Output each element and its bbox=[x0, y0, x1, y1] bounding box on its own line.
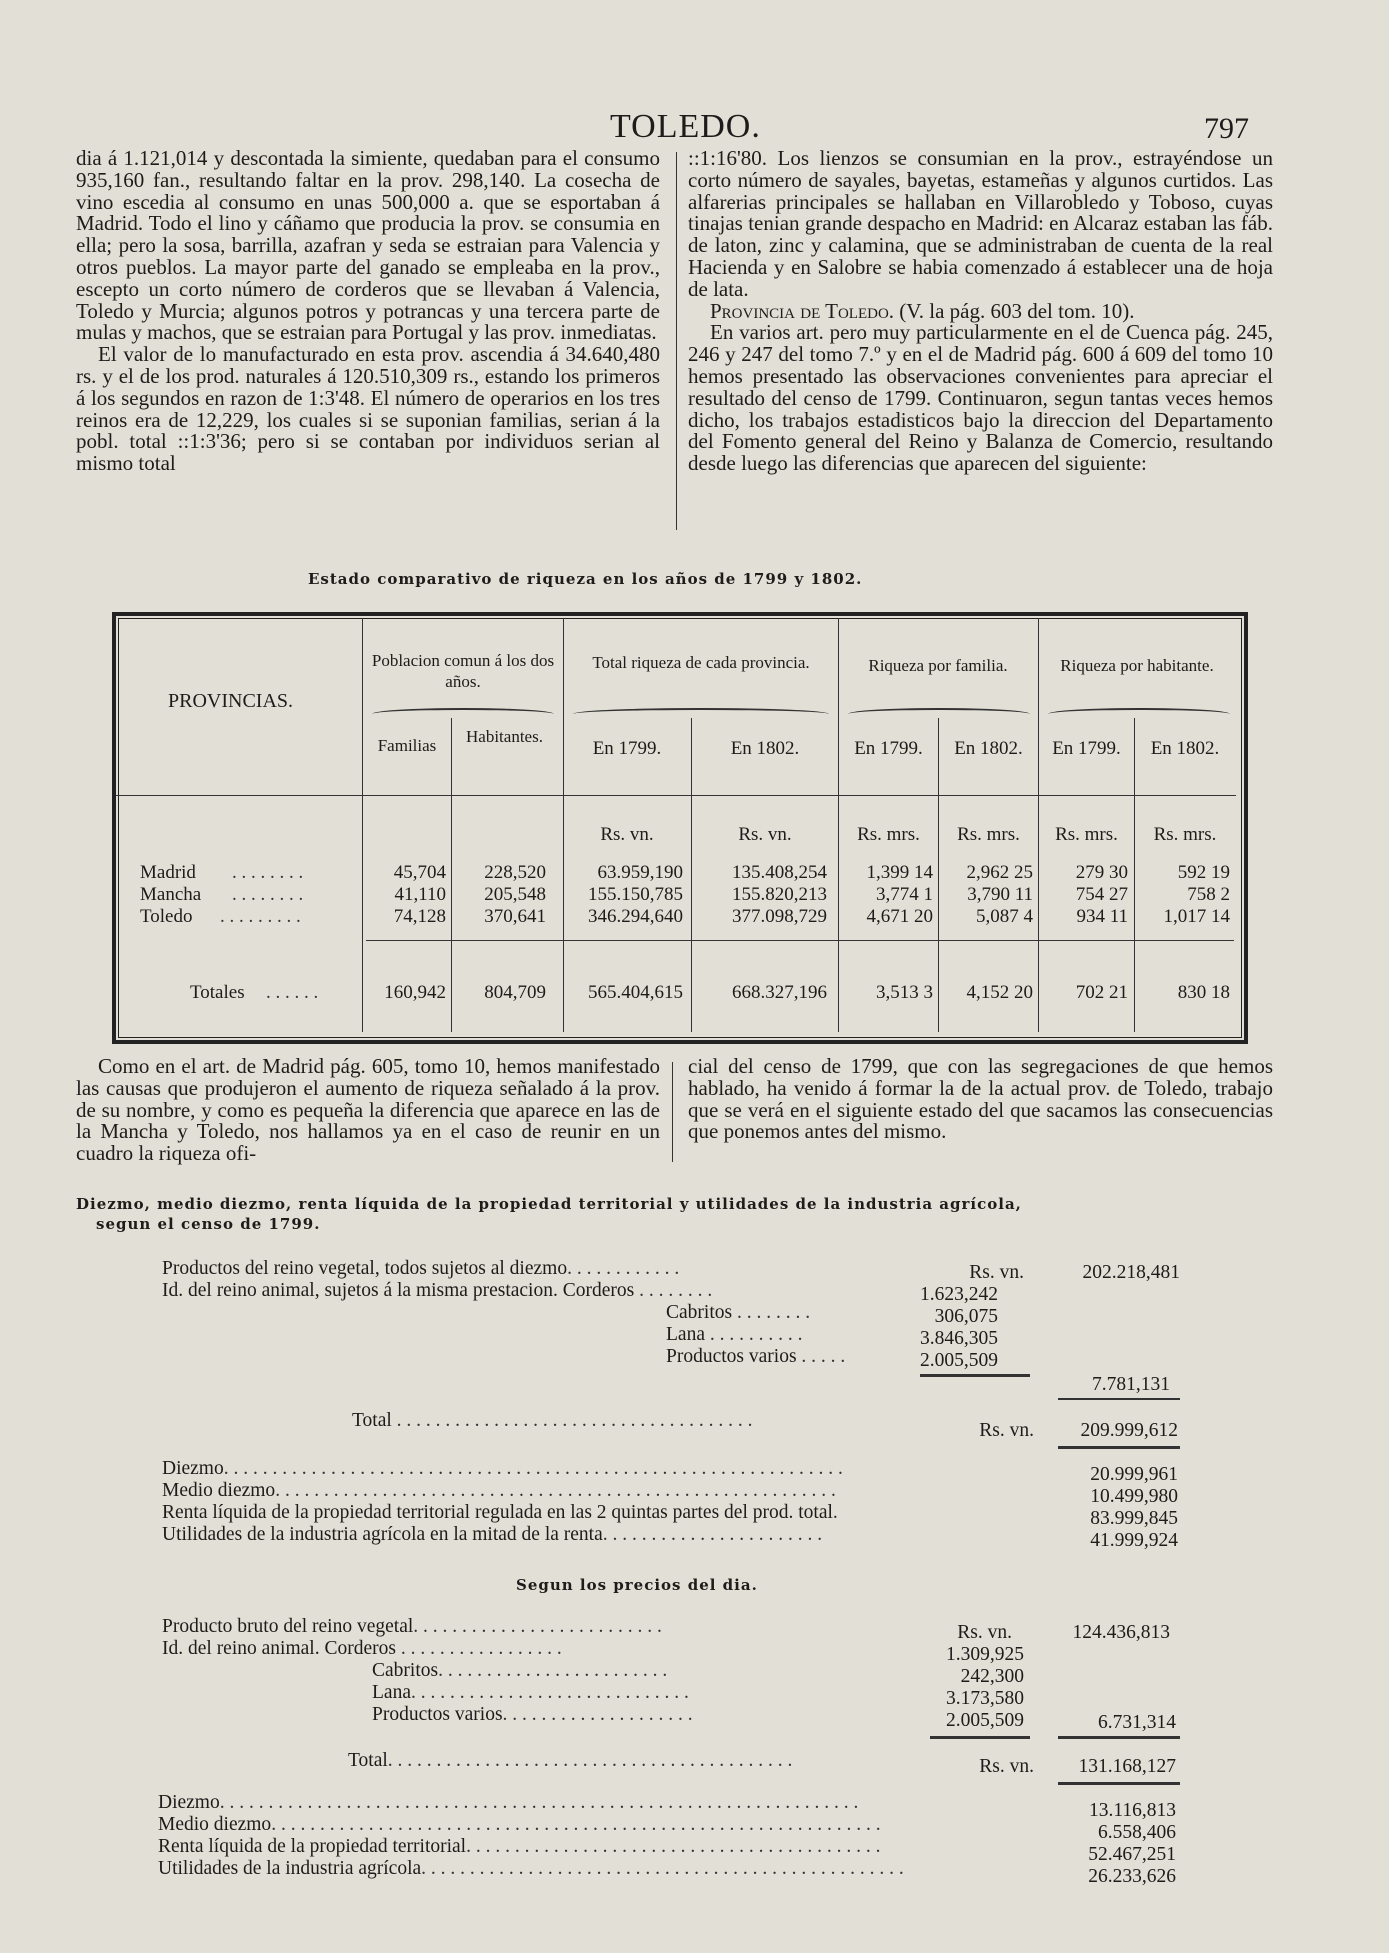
header-total-riqueza: Total riqueza de cada provincia. bbox=[592, 653, 810, 672]
section-reference: (V. la pág. 603 del tom. 10). bbox=[899, 298, 1135, 323]
ledger-label: Producto bruto del reino vegetal bbox=[162, 1616, 414, 1637]
table-vline bbox=[451, 718, 452, 1032]
header-provincias: PROVINCIAS. bbox=[168, 690, 294, 712]
ledger-line: Diezmo. . . . . . . . . . . . . . . . . . . . . . . . . . . . . . . . . . . . . . . . . . . . . . . . . . . . . . . . . . . . . . . . bbox=[162, 1458, 843, 1479]
cell-familia-1802: 5,087 4 bbox=[976, 906, 1033, 927]
cell-total-1802: 377.098,729 bbox=[732, 906, 827, 927]
ledger-value: 202.218,481 bbox=[1082, 1262, 1180, 1283]
ledger-line: Producto bruto del reino vegetal. . . . . . . . . . . . . . . . . . . . . . . . . . bbox=[162, 1616, 662, 1637]
diezmo-caption-line1: Diezmo, medio diezmo, renta líquida de la propiedad territorial y utilidades de la industria agrícola, bbox=[76, 1195, 1022, 1213]
ledger-label: Diezmo bbox=[162, 1458, 224, 1479]
unit-familia-1802: Rs. mrs. bbox=[957, 824, 1020, 845]
intro-right-column bbox=[688, 148, 1273, 475]
cell-familias: 74,128 bbox=[393, 906, 446, 927]
unit-total-1799: Rs. vn. bbox=[600, 824, 654, 845]
cell-habitantes: 804,709 bbox=[484, 982, 546, 1003]
cell-familia-1802: 4,152 20 bbox=[966, 982, 1033, 1003]
ledger-value: 2.005,509 bbox=[920, 1350, 998, 1371]
ledger-value: 6.558,406 bbox=[1098, 1822, 1176, 1843]
ledger-label: Lana bbox=[372, 1682, 411, 1703]
ledger-value: 26.233,626 bbox=[1088, 1866, 1176, 1887]
header-familias: Familias bbox=[377, 736, 437, 755]
page-title: TOLEDO. bbox=[610, 108, 761, 145]
intro-right-para-1: ::1:16'80. Los lienzos se consumian en la prov., estrayéndose un corto número de sayales, bayetas, estameñas y algunos curtidos. Las alfarerias principales se hallaban en Villarobledo y Toboso, cuyas tinajas tenian grande despacho en Madrid: en Alcaraz estaban las fáb. de laton, zinc y calamina, que se administraban de cuenta de la real Hacienda y en Salobre se habia comenzado á establecer una de hoja de lata. bbox=[688, 146, 1273, 301]
row-name: Totales bbox=[190, 982, 245, 1003]
ledger-label: Total bbox=[348, 1750, 388, 1771]
row-name: Madrid bbox=[140, 862, 196, 883]
table-vline bbox=[691, 718, 692, 1032]
header-habitante-1799: En 1799. bbox=[1052, 738, 1121, 759]
unit-total-1802: Rs. vn. bbox=[738, 824, 792, 845]
ledger-value: 83.999,845 bbox=[1090, 1508, 1178, 1529]
leader-dots: . . . . . . . . bbox=[232, 862, 304, 883]
ledger-subtotal: 7.781,131 bbox=[1092, 1374, 1170, 1395]
intro-right-para-2 bbox=[688, 298, 1273, 323]
ledger-line: Id. del reino animal, sujetos á la misma prestacion. Corderos . . . . . . . . bbox=[162, 1280, 713, 1301]
ledger-unit: Rs. vn. bbox=[979, 1756, 1034, 1777]
column-divider bbox=[672, 1062, 673, 1162]
ledger-label: Medio diezmo bbox=[158, 1814, 272, 1835]
ledger-line: Renta líquida de la propiedad territorial regulada en las 2 quintas partes del prod. total. bbox=[162, 1502, 838, 1523]
section-heading: Provincia de Toledo. bbox=[710, 298, 895, 323]
ledger-line: Productos varios . . . . . bbox=[666, 1346, 846, 1367]
ledger-line: Diezmo. . . . . . . . . . . . . . . . . . . . . . . . . . . . . . . . . . . . . . . . . . . . . . . . . . . . . . . . . . . . . . . . . . bbox=[158, 1792, 859, 1813]
intro-left-column bbox=[76, 148, 660, 475]
header-riqueza-familia: Riqueza por familia. bbox=[868, 656, 1008, 675]
ledger-label: Utilidades de la industria agrícola bbox=[158, 1858, 422, 1879]
table-caption: Estado comparativo de riqueza en los años de 1799 y 1802. bbox=[308, 570, 863, 588]
intro-left-para-2: El valor de lo manufacturado en esta prov. ascendia á 34.640,480 rs. y el de los prod. naturales á 120.510,309 rs., estando los primeros á los segundos en razon de 1:3'48. El número de operarios en los tres reinos era de 12,229, los cuales si se suponian familias, serian á la pobl. total ::1:3'36; pero si se contaban por individuos serian al mismo total bbox=[76, 342, 660, 476]
table-vline bbox=[1134, 718, 1135, 1032]
ledger-value: 124.436,813 bbox=[1072, 1622, 1170, 1643]
middle-right-column bbox=[688, 1056, 1273, 1143]
cell-total-1799: 565.404,615 bbox=[588, 982, 683, 1003]
header-total-1799: En 1799. bbox=[592, 738, 662, 759]
ledger-line: Total . . . . . . . . . . . . . . . . . . . . . . . . . . . . . . . . . . . . . bbox=[352, 1410, 753, 1431]
cell-familia-1802: 2,962 25 bbox=[966, 862, 1033, 883]
ledger-label: Utilidades de la industria agrícola en la mitad de la renta bbox=[162, 1524, 603, 1545]
ledger-total: 209.999,612 bbox=[1080, 1420, 1178, 1441]
ledger-value: 13.116,813 bbox=[1088, 1800, 1176, 1821]
leader-dots: . . . . . . . . bbox=[232, 884, 304, 905]
group-brace bbox=[573, 708, 829, 720]
ledger-line: Productos del reino vegetal, todos sujetos al diezmo. . . . . . . . . . . . bbox=[162, 1258, 680, 1279]
leader-dots: . . . . . . . . . bbox=[220, 906, 301, 927]
ledger-label: Total bbox=[352, 1410, 392, 1431]
ledger-label: Id. del reino animal, sujetos á la misma prestacion. Corderos bbox=[162, 1280, 635, 1301]
header-familia-1799: En 1799. bbox=[854, 738, 923, 759]
middle-right-para: cial del censo de 1799, que con las segregaciones de que hemos hablado, ha venido á formar la de la actual prov. de Toledo, trabajo que se verá en el siguiente estado del que sacamos las consecuencias que ponemos antes del mismo. bbox=[688, 1054, 1273, 1144]
unit-habitante-1799: Rs. mrs. bbox=[1055, 824, 1118, 845]
ledger-value: 1.623,242 bbox=[920, 1284, 998, 1305]
ledger-value: 3.846,305 bbox=[920, 1328, 998, 1349]
ledger-value: 242,300 bbox=[960, 1666, 1024, 1687]
cell-total-1799: 63.959,190 bbox=[597, 862, 683, 883]
ledger-line: Total. . . . . . . . . . . . . . . . . . . . . . . . . . . . . . . . . . . . . . . . . . bbox=[348, 1750, 793, 1771]
ledger-label: Productos del reino vegetal, todos sujetos al diezmo bbox=[162, 1258, 568, 1279]
ledger-value: 1.309,925 bbox=[946, 1644, 1024, 1665]
table-vline bbox=[1038, 618, 1039, 1032]
sum-rule bbox=[1058, 1398, 1180, 1400]
ledger-unit: Rs. vn. bbox=[969, 1262, 1024, 1283]
cell-total-1799: 155.150,785 bbox=[588, 884, 683, 905]
cell-habitantes: 205,548 bbox=[484, 884, 546, 905]
row-name: Mancha bbox=[140, 884, 202, 905]
leader-dots: . . . . . . bbox=[266, 982, 319, 1003]
cell-habitante-1799: 754 27 bbox=[1075, 884, 1128, 905]
ledger-value: 10.499,980 bbox=[1090, 1486, 1178, 1507]
sum-rule bbox=[920, 1374, 1030, 1377]
cell-familia-1799: 4,671 20 bbox=[866, 906, 933, 927]
unit-familia-1799: Rs. mrs. bbox=[857, 824, 920, 845]
ledger-total: 131.168,127 bbox=[1078, 1756, 1176, 1777]
page-number: 797 bbox=[1204, 112, 1249, 145]
cell-habitante-1802: 830 18 bbox=[1177, 982, 1230, 1003]
page-header bbox=[0, 108, 1389, 148]
cell-habitante-1802: 758 2 bbox=[1187, 884, 1230, 905]
ledger-label: Renta líquida de la propiedad territorial bbox=[158, 1836, 467, 1857]
sum-rule bbox=[1058, 1446, 1180, 1449]
precios-caption: Segun los precios del dia. bbox=[516, 1576, 758, 1594]
ledger-line: Utilidades de la industria agrícola. . . . . . . . . . . . . . . . . . . . . . . . . . . . . . . . . . . . . . . . . . . . . . . . . . bbox=[158, 1858, 904, 1879]
cell-familias: 45,704 bbox=[393, 862, 446, 883]
ledger-line: Medio diezmo. . . . . . . . . . . . . . . . . . . . . . . . . . . . . . . . . . . . . . . . . . . . . . . . . . . . . . . . . . . . . . . bbox=[158, 1814, 881, 1835]
header-riqueza-habitante: Riqueza por habitante. bbox=[1060, 656, 1214, 675]
cell-habitante-1802: 1,017 14 bbox=[1163, 906, 1230, 927]
cell-familia-1799: 1,399 14 bbox=[866, 862, 933, 883]
ledger-line: Cabritos. . . . . . . . . . . . . . . . . . . . . . . . bbox=[372, 1660, 668, 1681]
sum-rule bbox=[1058, 1736, 1180, 1739]
cell-familia-1799: 3,513 3 bbox=[876, 982, 933, 1003]
ledger-subtotal: 6.731,314 bbox=[1098, 1712, 1176, 1733]
cell-total-1802: 135.408,254 bbox=[732, 862, 827, 883]
header-poblacion: Poblacion comun á los dos años. bbox=[371, 651, 555, 691]
ledger-label: Id. del reino animal. Corderos bbox=[162, 1638, 396, 1659]
cell-total-1802: 668.327,196 bbox=[732, 982, 827, 1003]
middle-left-para: Como en el art. de Madrid pág. 605, tomo 10, hemos manifestado las causas que produjeron el aumento de riqueza señalado á la prov. de su nombre, y como es pequeña la diferencia que aparece en las de la Mancha y Toledo, nos hallamos ya en el caso de reunir en un cuadro la riqueza ofi- bbox=[76, 1054, 660, 1166]
ledger-label: Productos varios bbox=[372, 1704, 503, 1725]
cell-familia-1799: 3,774 1 bbox=[876, 884, 933, 905]
header-total-1802: En 1802. bbox=[730, 738, 800, 759]
ledger-label: Medio diezmo bbox=[162, 1480, 276, 1501]
ledger-label: Cabritos bbox=[372, 1660, 439, 1681]
cell-habitante-1802: 592 19 bbox=[1177, 862, 1230, 883]
column-divider bbox=[676, 152, 677, 530]
sum-rule bbox=[930, 1736, 1030, 1739]
ledger-line: Lana. . . . . . . . . . . . . . . . . . . . . . . . . . . . . bbox=[372, 1682, 689, 1703]
ledger-value: 41.999,924 bbox=[1090, 1530, 1178, 1551]
unit-habitante-1802: Rs. mrs. bbox=[1153, 824, 1217, 845]
ledger-unit: Rs. vn. bbox=[979, 1420, 1034, 1441]
header-familia-1802: En 1802. bbox=[954, 738, 1023, 759]
ledger-label: Cabritos bbox=[666, 1302, 733, 1323]
ledger-value: 3.173,580 bbox=[946, 1688, 1024, 1709]
ledger-line: Productos varios. . . . . . . . . . . . . . . . . . . . bbox=[372, 1704, 693, 1725]
cell-familias: 160,942 bbox=[384, 982, 446, 1003]
ledger-label: Renta líquida de la propiedad territorial regulada en las 2 quintas partes del prod. total bbox=[162, 1502, 833, 1523]
table-vline bbox=[938, 718, 939, 1032]
cell-habitantes: 370,641 bbox=[484, 906, 546, 927]
ledger-value: 20.999,961 bbox=[1090, 1464, 1178, 1485]
table-vline bbox=[563, 618, 564, 1032]
ledger-value: 52.467,251 bbox=[1088, 1844, 1176, 1865]
ledger-line: Cabritos . . . . . . . . bbox=[666, 1302, 811, 1323]
header-habitantes: Habitantes. bbox=[466, 727, 543, 746]
cell-habitante-1799: 702 21 bbox=[1075, 982, 1128, 1003]
diezmo-caption-line2: segun el censo de 1799. bbox=[96, 1215, 321, 1233]
sum-rule bbox=[1058, 1782, 1180, 1785]
cell-familia-1802: 3,790 11 bbox=[967, 884, 1033, 905]
group-brace bbox=[1048, 708, 1230, 720]
table-total-rule bbox=[366, 940, 1234, 941]
ledger-label: Lana bbox=[666, 1324, 705, 1345]
group-brace bbox=[848, 708, 1030, 720]
intro-left-para-1: dia á 1.121,014 y descontada la simiente, quedaban para el consumo 935,160 fan., resultando faltar en la prov. 298,140. La cosecha de vino escedia al consumo en unas 500,000 a. que se esportaban á Madrid. Todo el lino y cáñamo que producia la prov. se consumia en ella; pero la sosa, barrilla, azafran y seda se estraian para Valencia y otros pueblos. La mayor parte del ganado se empleaba en la prov., escepto un corto número de corderos que se llevaban á Valencia, Toledo y Murcia; algunos potros y potrancas y una tercera parte de mulas y machos, que se estraian para Portugal y las prov. inmediatas. bbox=[76, 146, 660, 345]
ledger-line: Medio diezmo. . . . . . . . . . . . . . . . . . . . . . . . . . . . . . . . . . . . . . . . . . . . . . . . . . . . . . . . . . bbox=[162, 1480, 836, 1501]
ledger-line: Id. del reino animal. Corderos . . . . . . . . . . . . . . . . . bbox=[162, 1638, 562, 1659]
cell-habitante-1799: 279 30 bbox=[1075, 862, 1128, 883]
cell-total-1802: 155.820,213 bbox=[732, 884, 827, 905]
ledger-line: Lana . . . . . . . . . . bbox=[666, 1324, 803, 1345]
intro-right-para-3: En varios art. pero muy particularmente en el de Cuenca pág. 245, 246 y 247 del tomo 7.º y en el de Madrid pág. 600 á 609 del tomo 10 hemos presentado las observaciones convenientes para apreciar el resultado del censo de 1799. Continuaron, segun tantas veces hemos dicho, los trabajos estadisticos bajo la direccion del Departamento del Fomento general del Reino y Balanza de Comercio, resultando desde luego las diferencias que aparecen del siguiente: bbox=[688, 320, 1273, 476]
ledger-unit: Rs. vn. bbox=[957, 1622, 1012, 1643]
middle-left-column bbox=[76, 1056, 660, 1165]
ledger-label: Productos varios bbox=[666, 1346, 797, 1367]
cell-familias: 41,110 bbox=[394, 884, 446, 905]
table-vline bbox=[838, 618, 839, 1032]
cell-habitantes: 228,520 bbox=[484, 862, 546, 883]
table-header-rule bbox=[116, 795, 1236, 796]
ledger-line: Renta líquida de la propiedad territorial. . . . . . . . . . . . . . . . . . . . . . . . . . . . . . . . . . . . . . . . . . . bbox=[158, 1836, 881, 1857]
ledger-line: Utilidades de la industria agrícola en la mitad de la renta. . . . . . . . . . . . . . . . . . . . . . . bbox=[162, 1524, 823, 1545]
ledger-value: 2.005,509 bbox=[946, 1710, 1024, 1731]
table-vline bbox=[362, 618, 363, 1032]
cell-habitante-1799: 934 11 bbox=[1076, 906, 1128, 927]
header-habitante-1802: En 1802. bbox=[1150, 738, 1220, 759]
row-name: Toledo bbox=[140, 906, 193, 927]
group-brace bbox=[372, 708, 554, 720]
ledger-value: 306,075 bbox=[934, 1306, 998, 1327]
ledger-label: Diezmo bbox=[158, 1792, 220, 1813]
cell-total-1799: 346.294,640 bbox=[588, 906, 683, 927]
